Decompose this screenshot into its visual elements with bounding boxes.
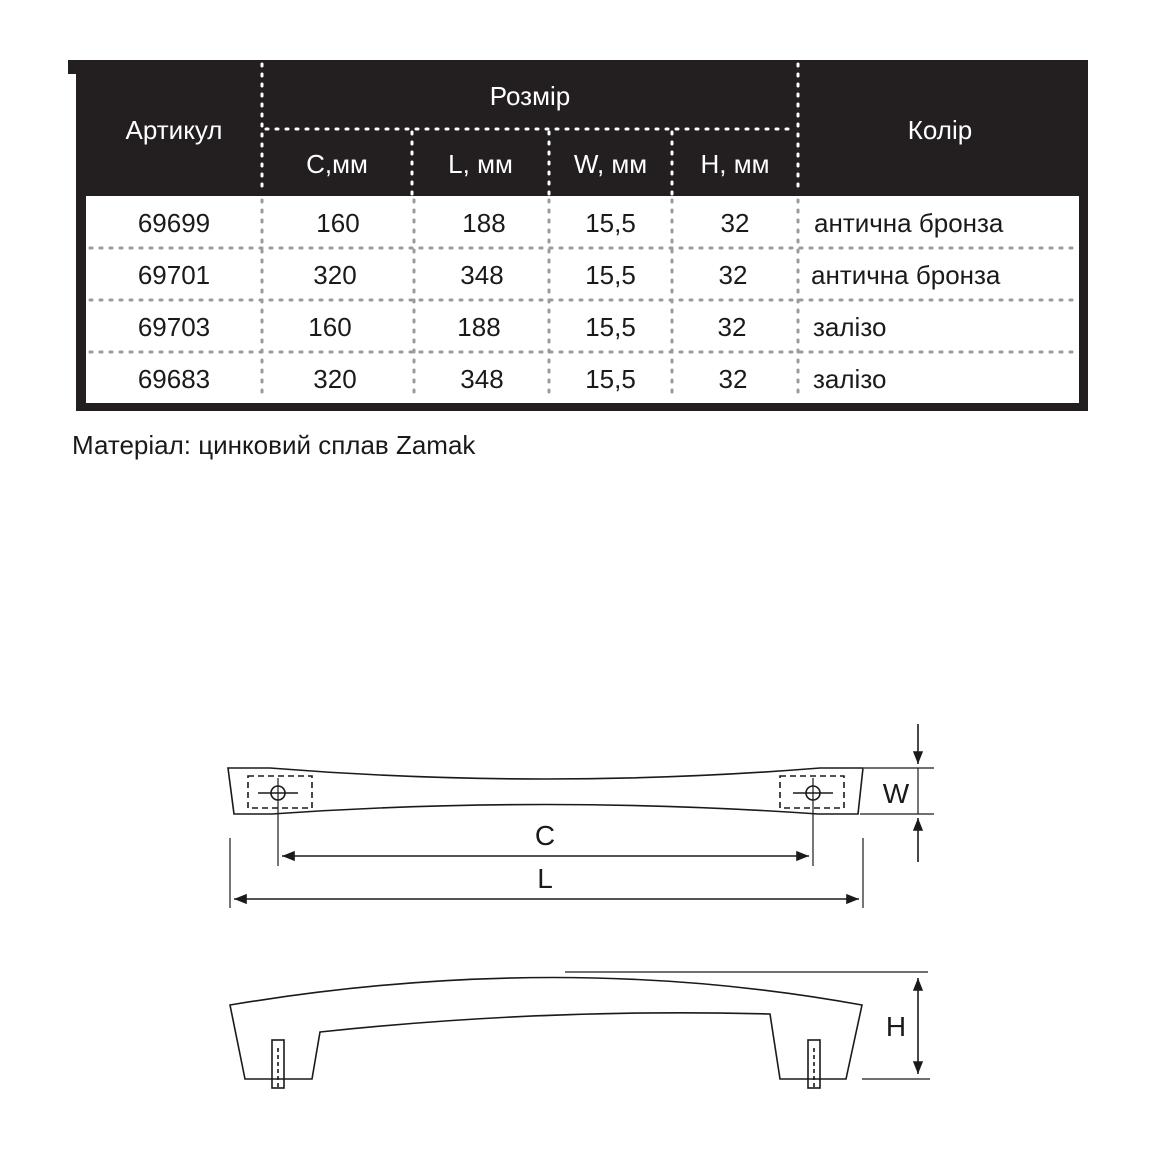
row4-article: 69683	[137, 363, 211, 394]
row3-article: 69703	[137, 311, 211, 342]
row1-l: 188	[462, 207, 506, 238]
row2-article: 69701	[137, 259, 211, 290]
row1-article: 69699	[137, 207, 211, 238]
header-c: C,мм	[306, 148, 368, 179]
header-article: Артикул	[125, 114, 223, 145]
row3-c: 160	[308, 311, 352, 342]
header-h: H, мм	[700, 148, 770, 179]
row1-c: 160	[316, 207, 360, 238]
dim-label-c: C	[534, 820, 556, 851]
dim-label-h: H	[885, 1011, 907, 1042]
row2-color: антична бронза	[811, 259, 1001, 290]
top-view	[228, 768, 934, 908]
row4-h: 32	[718, 363, 748, 394]
header-size-group: Розмір	[489, 81, 571, 111]
row1-w: 15,5	[585, 207, 636, 238]
row2-w: 15,5	[585, 259, 636, 290]
row1-h: 32	[720, 207, 750, 238]
row3-l: 188	[457, 311, 501, 342]
dim-label-w: W	[882, 778, 910, 809]
side-view	[230, 972, 930, 1090]
row4-c: 320	[313, 363, 357, 394]
row2-l: 348	[460, 259, 504, 290]
dim-label-l: L	[537, 863, 553, 894]
row1-color: антична бронза	[814, 207, 1004, 238]
row2-h: 32	[718, 259, 748, 290]
row2-c: 320	[313, 259, 357, 290]
header-color: Колір	[907, 114, 973, 145]
row3-color: залізо	[813, 311, 887, 342]
material-note: Матеріал: цинковий сплав Zamak	[72, 430, 476, 460]
row4-color: залізо	[813, 363, 887, 394]
row3-h: 32	[717, 311, 747, 342]
row4-w: 15,5	[585, 363, 636, 394]
spec-table	[0, 0, 1156, 420]
header-w: W, мм	[573, 148, 648, 179]
header-l: L, мм	[448, 148, 513, 179]
row4-l: 348	[460, 363, 504, 394]
row3-w: 15,5	[585, 311, 636, 342]
